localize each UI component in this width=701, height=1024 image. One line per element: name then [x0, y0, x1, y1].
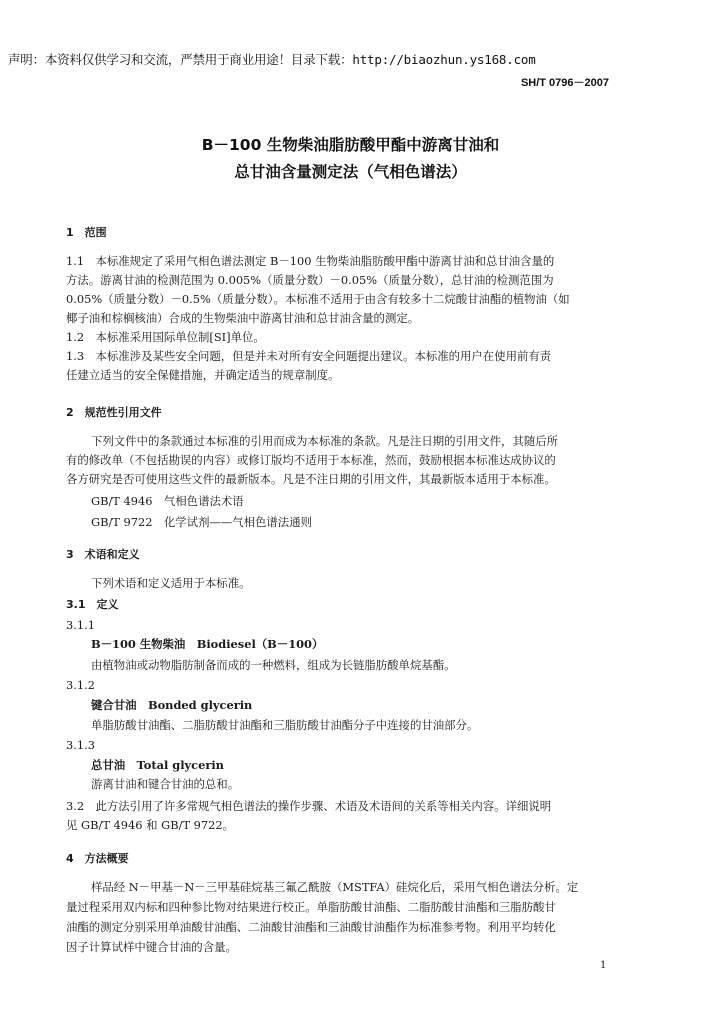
section-2-line: 各方研究是否可使用这些文件的最新版本。凡是不注日期的引用文件，其最新版本适用于本标准。 [66, 472, 556, 486]
clause-3-1-2: 3.1.2 [66, 678, 95, 692]
section-1-1-line: 方法。游离甘油的检测范围为 0.005%（质量分数）－0.05%（质量分数），总甘油的检测范围为 [66, 273, 554, 287]
clause-3-1-1: 3.1.1 [66, 618, 95, 632]
section-4-line: 因子计算试样中键合甘油的含量。 [66, 940, 237, 954]
section-3-intro: 下列术语和定义适用于本标准。 [91, 576, 251, 590]
section-1-3-line: 1.3 本标准涉及某些安全问题，但是并未对所有安全问题提出建议。本标准的用户在使用前有责 [66, 349, 552, 363]
section-4-line: 油酯的测定分别采用单油酸甘油酯、二油酸甘油酯和三油酸甘油酯作为标准参考物。利用平均转化 [66, 920, 556, 934]
term-bonded-glycerin: 键合甘油 Bonded glycerin [91, 698, 253, 712]
section-2-line: 有的修改单（不包括勘误的内容）或修订版均不适用于本标准，然而，鼓励根据本标准达成协议的 [66, 453, 556, 467]
doc-title-line2: 总甘油含量测定法（气相色谱法） [234, 163, 467, 181]
definition-biodiesel: 由植物油或动物脂肪制备而成的一种燃料，组成为长链脂肪酸单烷基酯。 [91, 658, 456, 672]
reference-gbt4946: GB/T 4946 气相色谱法术语 [91, 494, 244, 508]
section-2-line: 下列文件中的条款通过本标准的引用而成为本标准的条款。凡是注日期的引用文件，其随后所 [91, 434, 559, 448]
page-number: 1 [600, 960, 607, 971]
clause-3-1-3: 3.1.3 [66, 738, 95, 752]
standard-number: SH/T 0796－2007 [520, 77, 609, 89]
section-1-1-line: 1.1 本标准规定了采用气相色谱法测定 B－100 生物柴油脂肪酸甲酯中游离甘油和总甘油含量的 [66, 254, 555, 268]
section-4-heading: 4 方法概要 [66, 852, 129, 865]
section-3-2-line: 3.2 此方法引用了许多常规气相色谱法的操作步骤、术语及术语间的关系等相关内容。详细说明 [66, 799, 552, 813]
section-3-heading: 3 术语和定义 [66, 548, 140, 561]
term-biodiesel: B－100 生物柴油 Biodiesel（B－100） [91, 637, 324, 651]
term-total-glycerin: 总甘油 Total glycerin [91, 758, 224, 772]
section-2-heading: 2 规范性引用文件 [66, 406, 162, 419]
definition-total-glycerin: 游离甘油和键合甘油的总和。 [91, 777, 240, 791]
section-1-3-line: 任建立适当的安全保健措施，并确定适当的规章制度。 [66, 368, 340, 382]
section-1-2: 1.2 本标准采用国际单位制[SI]单位。 [66, 330, 265, 344]
section-1-1-line: 0.05%（质量分数）－0.5%（质量分数）。本标准不适用于由含有较多十二烷酸甘油酯的植物油（如 [66, 292, 570, 306]
section-3-2-line: 见 GB/T 4946 和 GB/T 9722。 [66, 818, 235, 832]
doc-title-line1: B－100 生物柴油脂肪酸甲酯中游离甘油和 [201, 136, 500, 154]
reference-gbt9722: GB/T 9722 化学试剂——气相色谱法通则 [91, 515, 312, 529]
section-4-line: 样品经 N－甲基－N－三甲基硅烷基三氟乙酰胺（MSTFA）硅烷化后，采用气相色谱法分析。定 [91, 880, 579, 894]
copyright-notice: 声明：本资料仅供学习和交流，严禁用于商业用途！目录下载：http://biaozhun.ys168.com [8, 52, 536, 67]
section-4-line: 量过程采用双内标和四种参比物对结果进行校正。单脂肪酸甘油酯、二脂肪酸甘油酯和三脂肪酸甘 [66, 900, 556, 914]
definition-bonded-glycerin: 单脂肪酸甘油酯、二脂肪酸甘油酯和三脂肪酸甘油酯分子中连接的甘油部分。 [91, 718, 479, 732]
section-1-heading: 1 范围 [66, 226, 107, 239]
section-3-1-heading: 3.1 定义 [66, 598, 119, 611]
section-1-1-line: 椰子油和棕榈核油）合成的生物柴油中游离甘油和总甘油含量的测定。 [66, 311, 420, 325]
